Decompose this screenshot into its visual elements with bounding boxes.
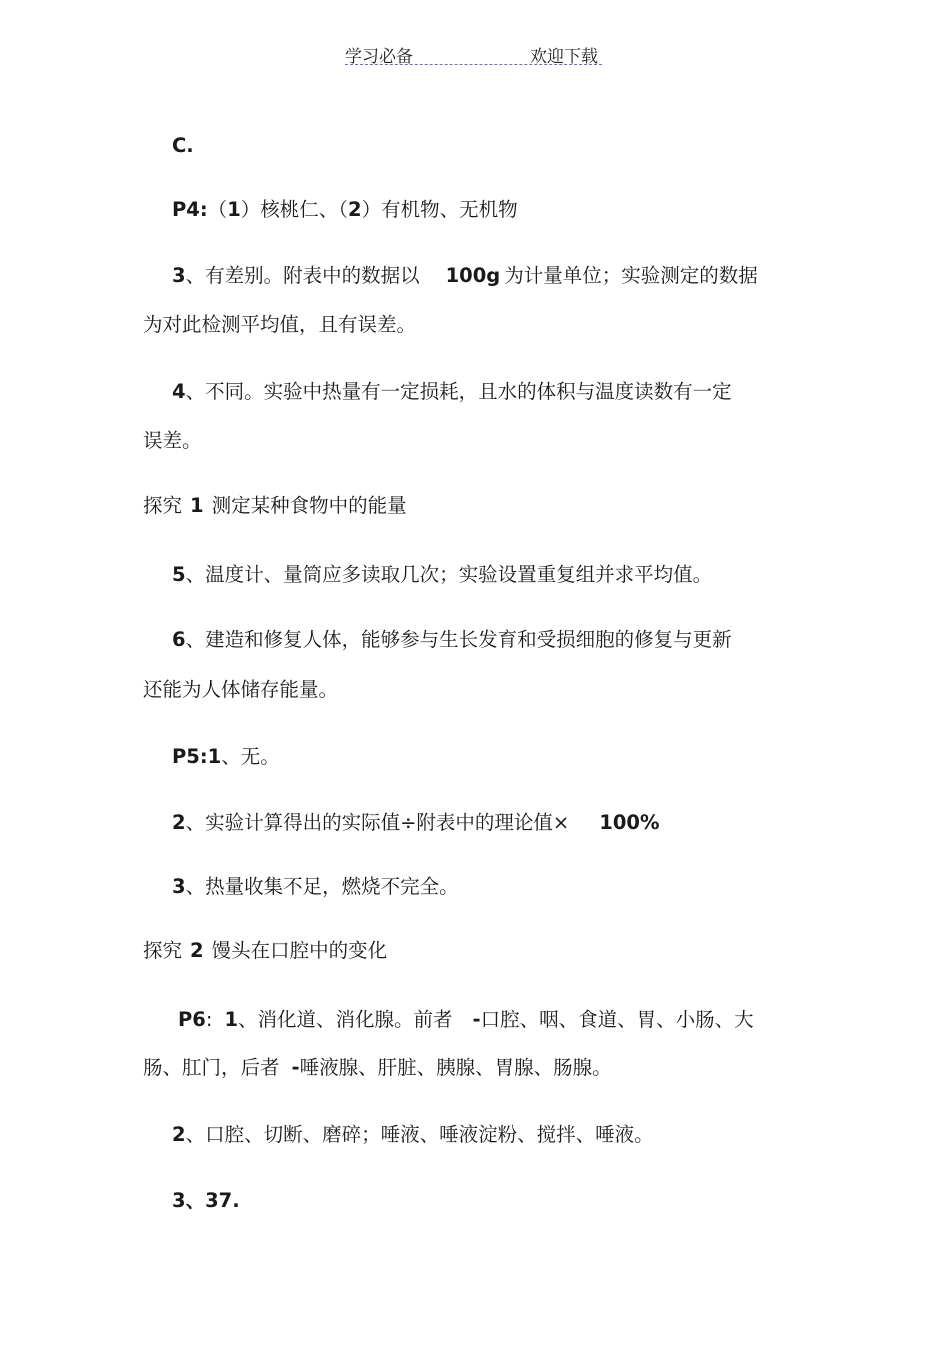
text: 、无。	[221, 745, 280, 768]
value-100g: 100g	[445, 264, 501, 287]
answer-line-18	[172, 1188, 240, 1214]
item-number: 2	[172, 811, 186, 834]
text: 、实验计算得出的实际值÷附表中的理论值×	[185, 811, 570, 834]
answer-line-15	[178, 1007, 754, 1033]
text: 口腔、咽、食道、胃、小肠、大	[480, 1008, 754, 1031]
text: :	[205, 1008, 213, 1031]
text: ）有机物、无机物	[361, 198, 518, 221]
text: 、温度计、量筒应多读取几次；实验设置重复组并求平均值。	[185, 563, 713, 586]
text: 误差。	[143, 429, 202, 452]
header-dashed-rule	[345, 64, 602, 65]
value-100-percent: 100%	[599, 811, 660, 834]
text: 为计量单位；实验测定的数据	[504, 264, 758, 287]
text: ）核桃仁、（	[240, 198, 349, 221]
answer-line-11	[172, 744, 280, 770]
answer-line-17	[172, 1122, 654, 1148]
answer-line-5	[172, 379, 732, 405]
text: 唾液腺、肝脏、胰腺、胃腺、肠腺。	[299, 1056, 612, 1079]
item-number: 1	[227, 198, 241, 221]
item-number: 2	[172, 1123, 186, 1146]
text: （	[207, 198, 228, 221]
page-header	[0, 40, 950, 70]
page-ref: P5:1	[172, 745, 222, 768]
dash: -	[472, 1008, 481, 1031]
dash: -	[291, 1056, 300, 1079]
text: 、有差别。附表中的数据以	[185, 264, 420, 287]
item-number: 2	[348, 198, 362, 221]
text: 、热量收集不足，燃烧不完全。	[185, 875, 459, 898]
section-number: 2	[190, 939, 204, 962]
answer-line-4	[143, 312, 416, 338]
page-ref: P6	[178, 1008, 206, 1031]
text: 、消化道、消化腺。前者	[238, 1008, 453, 1031]
item-number: 4	[172, 380, 186, 403]
item-number: 5	[172, 563, 186, 586]
answer-line-6	[143, 428, 202, 454]
section-heading-1	[143, 493, 407, 519]
text: 还能为人体储存能量。	[143, 678, 339, 701]
item-number: 3	[172, 1189, 186, 1212]
text: 探究	[143, 494, 183, 517]
text: 测定某种食物中的能量	[211, 494, 407, 517]
item-number: 3	[172, 875, 186, 898]
item-number: 1	[224, 1008, 239, 1031]
text: 、建造和修复人体，能够参与生长发育和受损细胞的修复与更新	[185, 628, 732, 651]
item-number: 6	[172, 628, 186, 651]
text: 馒头在口腔中的变化	[211, 939, 388, 962]
answer-line-13	[172, 874, 459, 900]
item-number: 3	[172, 264, 186, 287]
text: 肠、肛门，后者	[143, 1056, 280, 1079]
text: 、口腔、切断、磨碎；唾液、唾液淀粉、搅拌、唾液。	[185, 1123, 654, 1146]
answer-line-12	[172, 810, 660, 836]
text: 探究	[143, 939, 183, 962]
answer-line-10	[143, 677, 338, 703]
answer-c: C.	[172, 134, 194, 157]
answer-line-3	[172, 263, 758, 289]
section-number: 1	[190, 494, 204, 517]
text: 、37.	[185, 1189, 240, 1212]
text: 、不同。实验中热量有一定损耗，且水的体积与温度读数有一定	[185, 380, 732, 403]
answer-line-16	[143, 1055, 612, 1081]
answer-line-2	[172, 197, 518, 223]
text: 为对此检测平均值，且有误差。	[143, 313, 417, 336]
header-right-text: 欢迎下载	[530, 47, 598, 67]
section-heading-2	[143, 938, 387, 964]
page-ref: P4:	[172, 198, 208, 221]
header-left-text: 学习必备	[345, 47, 413, 67]
answer-line-8	[172, 562, 712, 588]
answer-line-9	[172, 627, 732, 653]
answer-line-1	[172, 133, 194, 159]
